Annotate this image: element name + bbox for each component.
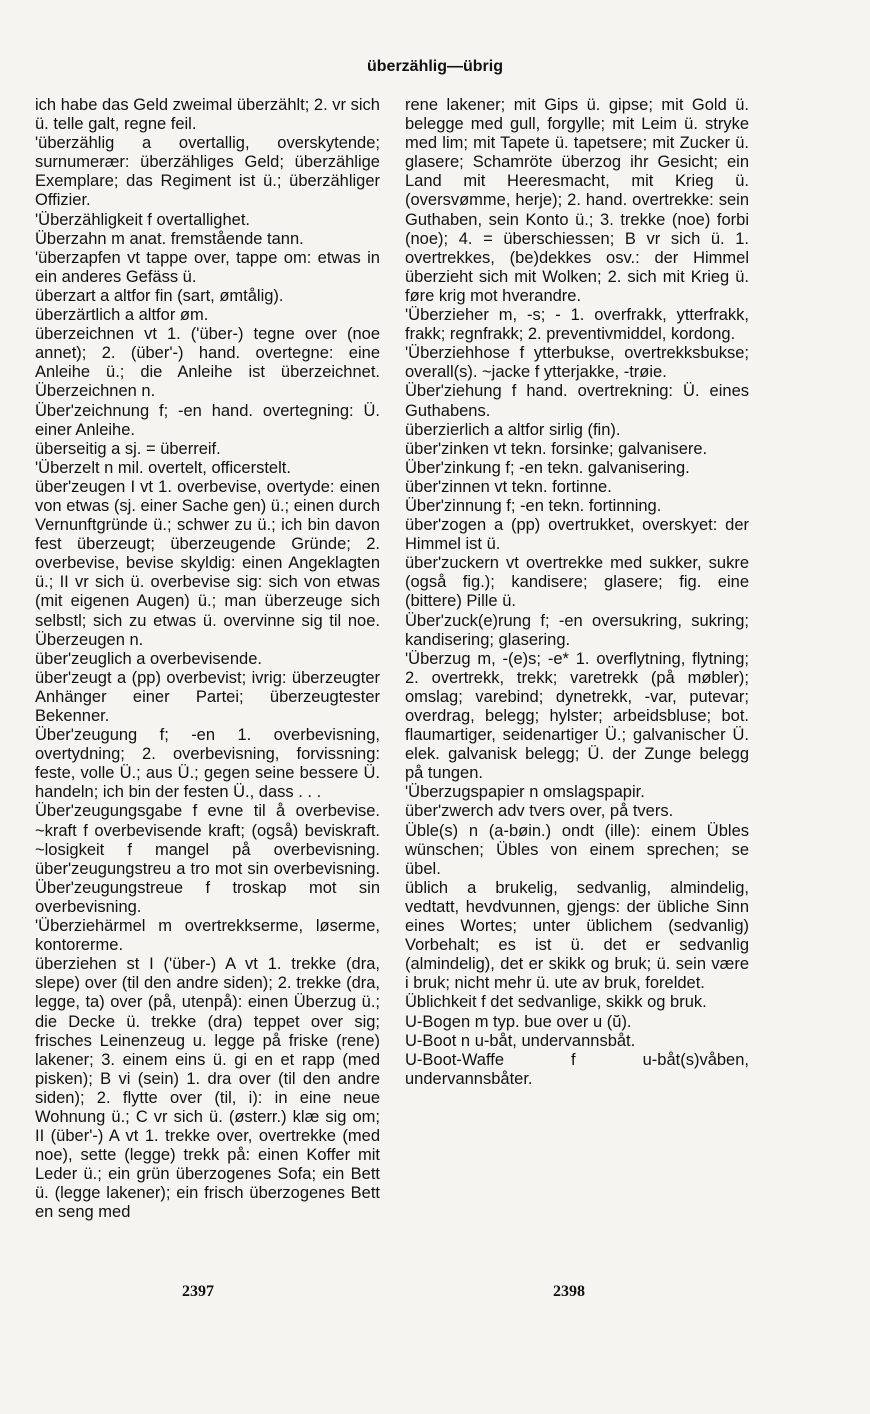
entry: 'Überziehärmel m overtrekkserme, løserme, kontorerme. <box>35 917 380 955</box>
page-number-left: 2397 <box>182 1283 214 1300</box>
entry: über'zinken vt tekn. forsinke; galvanisere. <box>405 439 708 458</box>
entry: 'Überzugspapier n omslagspapir. <box>405 783 645 802</box>
entry: Üblichkeit f det sedvanlige, skikk og bruk. <box>405 993 707 1012</box>
entry: 'Überzieher m, -s; - 1. overfrakk, ytterfrakk, frakk; regnfrakk; 2. preventivmiddel, kordong. <box>405 306 749 344</box>
entry: über'zwerch adv tvers over, på tvers. <box>405 802 674 821</box>
entry: Über'zinkung f; -en tekn. galvanisering. <box>405 458 690 477</box>
entry: Über'ziehung f hand. overtrekning: Ü. eines Guthabens. <box>405 382 749 420</box>
entry: Über'zuck(e)rung f; -en oversukring, sukring; kandisering; glasering. <box>405 611 749 649</box>
entry: über'zinnen vt tekn. fortinne. <box>405 477 612 496</box>
entry: 'Überzähligkeit f overtallighet. <box>35 210 251 229</box>
entry: über'zogen a (pp) overtrukket, overskyet: der Himmel ist ü. <box>405 516 749 554</box>
entry: 'überzapfen vt tappe over, tappe om: etwas in ein anderes Gefäss ü. <box>35 248 380 286</box>
entry: über'zeuglich a overbevisende. <box>35 649 262 668</box>
right-column <box>405 96 749 1089</box>
entry: überzart a altfor fin (sart, ømtålig). <box>35 286 284 305</box>
entry: über'zeugt a (pp) overbevist; ivrig: überzeugter Anhänger einer Partei; überzeugtester Bekenner. <box>35 668 380 725</box>
entry: überseitig a sj. = überreif. <box>35 439 221 458</box>
entry: überzärtlich a altfor øm. <box>35 306 209 325</box>
entry: überziehen st I ('über-) A vt 1. trekke (dra, slepe) over (til den andre siden); 2. trekke (dra, legge, ta) over (på, utenpå): einen Überzug ü.; die Decke ü. trekke (dra) teppet over sig; frisches Leinenzeug u. legge på friske (rene) lakener; 3. einem eins ü. gi en et rapp (med pisken); B vi (sein) 1. dra over (til den andre siden); 2. flytte over (til, i): in eine neue Wohnung ü.; C vr sich ü. (østerr.) klæ sig om; II (über'-) A vt 1. trekke over, overtrekke (med noe), sette (legge) trekk på: einen Koffer mit Leder ü.; ein grün überzogenes Sofa; ein Bett ü. (legge lakener); ein frisch überzogenes Bett en seng med <box>35 955 380 1222</box>
entry: 'überzählig a overtallig, overskytende; surnumerær: überzähliges Geld; überzählige Exemplare; das Regiment ist ü.; überzähliger Offizier. <box>35 134 380 210</box>
entry: Über'zinnung f; -en tekn. fortinning. <box>405 496 662 515</box>
entry: ich habe das Geld zweimal überzählt; 2. vr sich ü. telle galt, regne feil. <box>35 96 380 134</box>
entry: U-Bogen m typ. bue over u (ŭ). <box>405 1012 632 1031</box>
entry: U-Boot-Waffe f u-båt(s)våben, undervannsbåter. <box>405 1050 749 1088</box>
left-column <box>35 96 380 1223</box>
entry: rene lakener; mit Gips ü. gipse; mit Gold ü. belegge med gull, forgylle; mit Leim ü. stryke med lim; mit Tapete ü. tapetsere; mit Zucker ü. glasere; Schamröte überzog ihr Gesicht; ein Land mit Heeresmacht, mit Krieg ü. (oversvømme, herje); 2. hand. overtrekke: sein Guthaben, sein Konto ü.; 3. trekke (noe) forbi (noe); 4. = überschiessen; B vr sich ü. 1. overtrekkes, (be)dekkes osv.: der Himmel überzieht sich mit Wolken; 2. sich mit Krieg ü. føre krig mot hverandre. <box>405 96 749 305</box>
entry: Über'zeichnung f; -en hand. overtegning: Ü. einer Anleihe. <box>35 401 380 439</box>
entry: über'zeugen I vt 1. overbevise, overtyde: einen von etwas (sj. einer Sache gen) ü.; einen durch Vernunftgründe ü.; schwer zu ü.; ich bin davon fest überzeugt; überzeugende Gründe; 2. overbevise, bevise skyldig: einen Angeklagten ü.; II vr sich ü. overbevise sig: sich von etwas (mit eigenen Augen) ü.; man überzeuge sich selbstl; sich zu etwas ü. overvinne sig til noe. Überzeugen n. <box>35 477 380 649</box>
entry: Über'zeugungsgabe f evne til å overbevise. ~kraft f overbevisende kraft; (også) beviskraft. ~losigkeit f mangel på overbevisning. über'zeugungstreu a tro mot sin overbevisning. Über'zeugungstreue f troskap mot sin overbevisning. <box>35 802 380 916</box>
entry: überzeichnen vt 1. ('über-) tegne over (noe annet); 2. (über'-) hand. overtegne: eine Anleihe ü.; die Anleihe ist überzeichnet. Überzeichnen n. <box>35 325 380 401</box>
entry: Über'zeugung f; -en 1. overbevisning, overtydning; 2. overbevisning, forvissning: feste, volle Ü.; aus Ü.; gegen seine bessere Ü. handeln; ich bin der festen Ü., dass . . . <box>35 726 380 802</box>
entry: überzierlich a altfor sirlig (fin). <box>405 420 621 439</box>
entry: Üble(s) n (a-bøin.) ondt (ille): einem Übles wünschen; Übles von einem sprechen; se übel. <box>405 821 749 878</box>
entry: 'Überziehhose f ytterbukse, overtrekksbukse; overall(s). ~jacke f ytterjakke, -trøie. <box>405 344 749 382</box>
entry: U-Boot n u-båt, undervannsbåt. <box>405 1031 636 1050</box>
page-number-right: 2398 <box>553 1283 585 1300</box>
entry: Überzahn m anat. fremstående tann. <box>35 229 304 248</box>
entry: üblich a brukelig, sedvanlig, almindelig, vedtatt, hevdvunnen, gjengs: der übliche Sinn eines Wortes; unter üblichem (sedvanlig) Vorbehalt; es ist ü. det er sedvanlig (almindelig), det er skikk og bruk; ü. sein være i bruk; nicht mehr ü. ute av bruk, foreldet. <box>405 878 749 993</box>
entry: 'Überzug m, -(e)s; -e* 1. overflytning, flytning; 2. overtrekk, trekk; varetrekk (på møbler); omslag; varebind; dynetrekk, -var, putevar; overdrag, belegg; hylster; arbeidsbluse; bot. flaumartiger, seidenartiger Ü.; galvanischer Ü. elek. galvanisk belegg; Ü. der Zunge belegg på tungen. <box>405 649 749 783</box>
entry: über'zuckern vt overtrekke med sukker, sukre (også fig.); kandisere; glasere; fig. eine (bittere) Pille ü. <box>405 554 749 611</box>
running-head: überzählig—übrig <box>367 58 503 75</box>
entry: 'Überzelt n mil. overtelt, officerstelt. <box>35 458 291 477</box>
